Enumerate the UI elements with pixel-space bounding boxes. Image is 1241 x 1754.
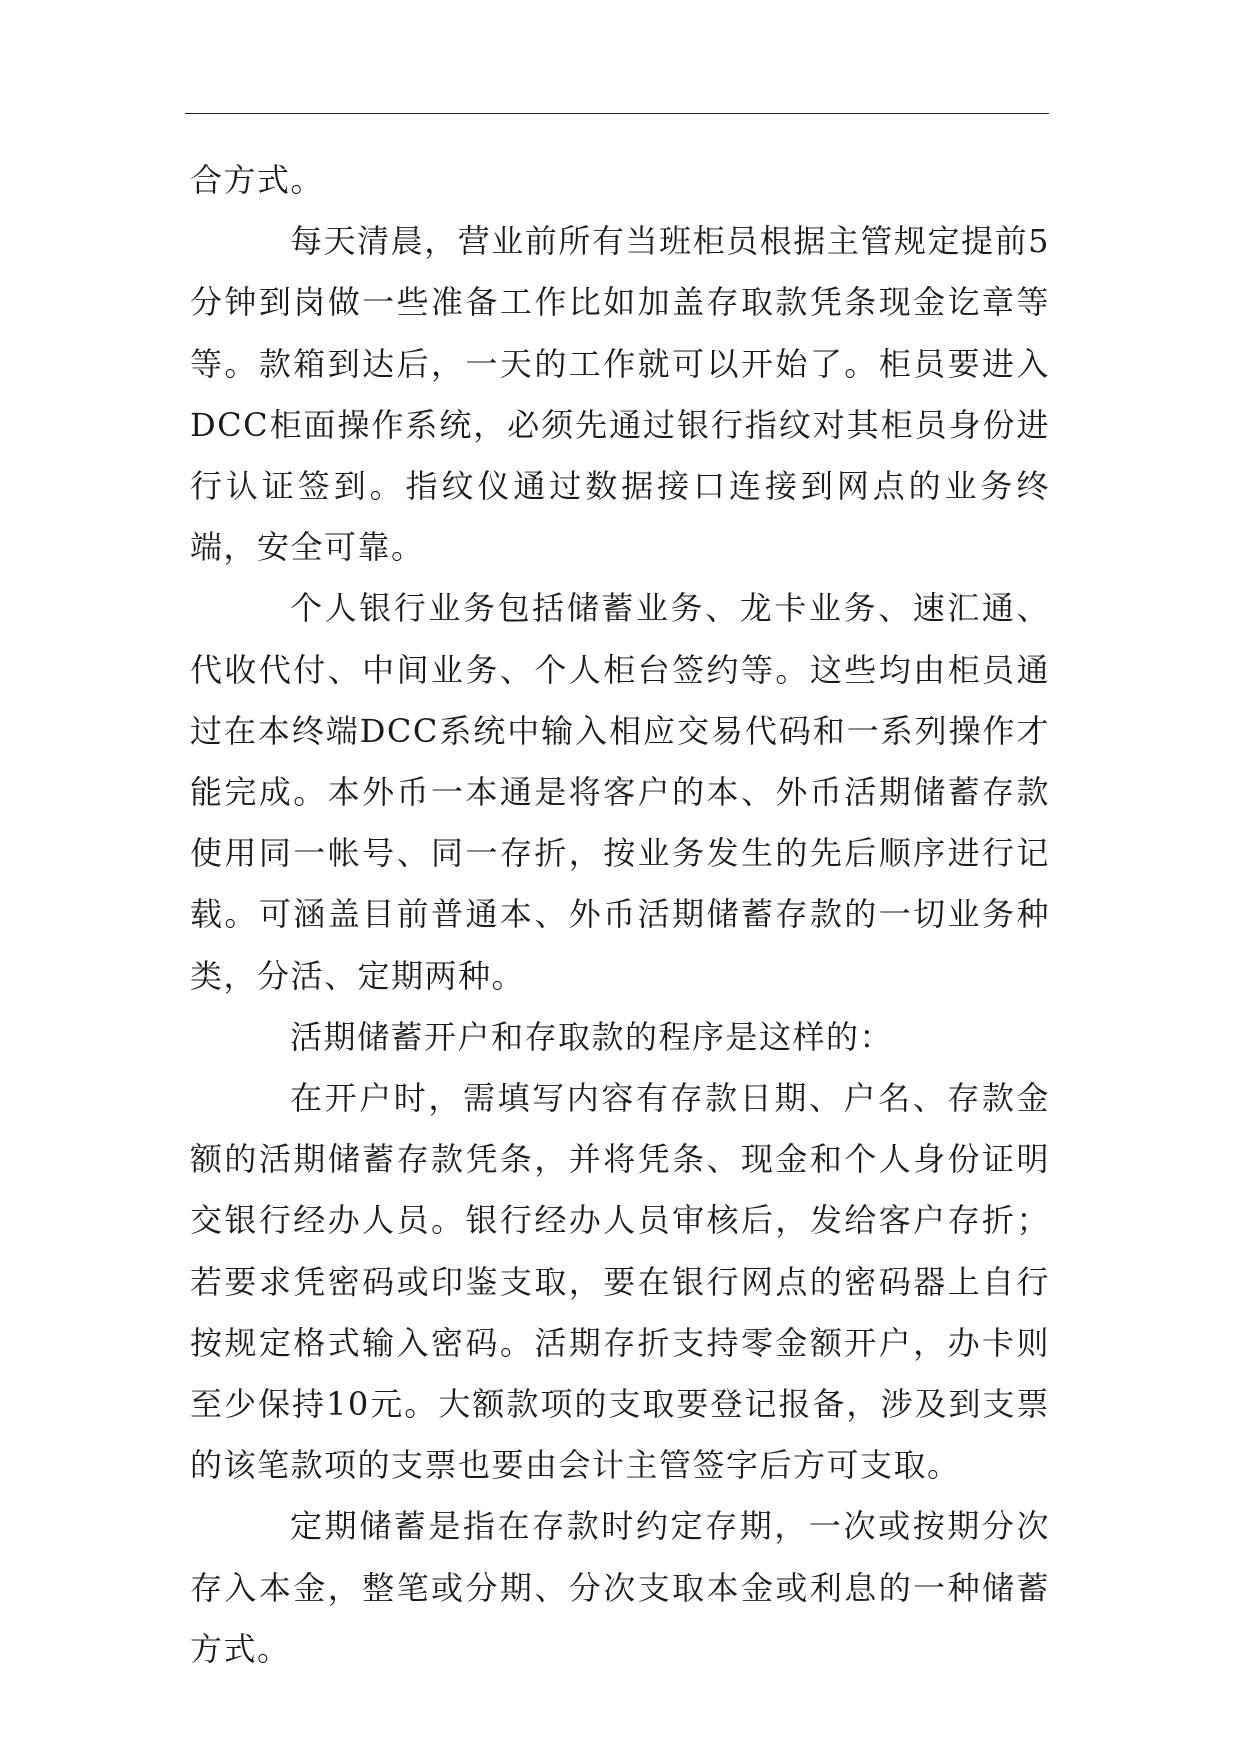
header-rule	[185, 113, 1049, 114]
paragraph: 定期储蓄是指在存款时约定存期，一次或按期分次存入本金，整笔或分期、分次支取本金或利息的一种储蓄方式。	[190, 1507, 1050, 1668]
body-text	[190, 150, 1050, 1680]
paragraph: 活期储蓄开户和存取款的程序是这样的：	[290, 1017, 894, 1056]
paragraph: 个人银行业务包括储蓄业务、龙卡业务、速汇通、代收代付、中间业务、个人柜台签约等。这些均由柜员通过在本终端DCC系统中输入相应交易代码和一系列操作才能完成。本外币一本通是将客户的本、外币活期储蓄存款使用同一帐号、同一存折，按业务发生的先后顺序进行记载。可涵盖目前普通本、外币活期储蓄存款的一切业务种类，分活、定期两种。	[190, 589, 1050, 995]
paragraph: 在开户时，需填写内容有存款日期、户名、存款金额的活期储蓄存款凭条，并将凭条、现金和个人身份证明交银行经办人员。银行经办人员审核后，发给客户存折；若要求凭密码或印鉴支取，要在银行网点的密码器上自行按规定格式输入密码。活期存折支持零金额开户，办卡则至少保持10元。大额款项的支取要登记报备，涉及到支票的该笔款项的支票也要由会计主管签字后方可支取。	[190, 1079, 1050, 1485]
paragraph: 每天清晨，营业前所有当班柜员根据主管规定提前5分钟到岗做一些准备工作比如加盖存取款凭条现金讫章等等。款箱到达后，一天的工作就可以开始了。柜员要进入DCC柜面操作系统，必须先通过银行指纹对其柜员身份进行认证签到。指纹仪通过数据接口连接到网点的业务终端，安全可靠。	[190, 222, 1050, 567]
paragraph: 合方式。	[190, 161, 325, 199]
